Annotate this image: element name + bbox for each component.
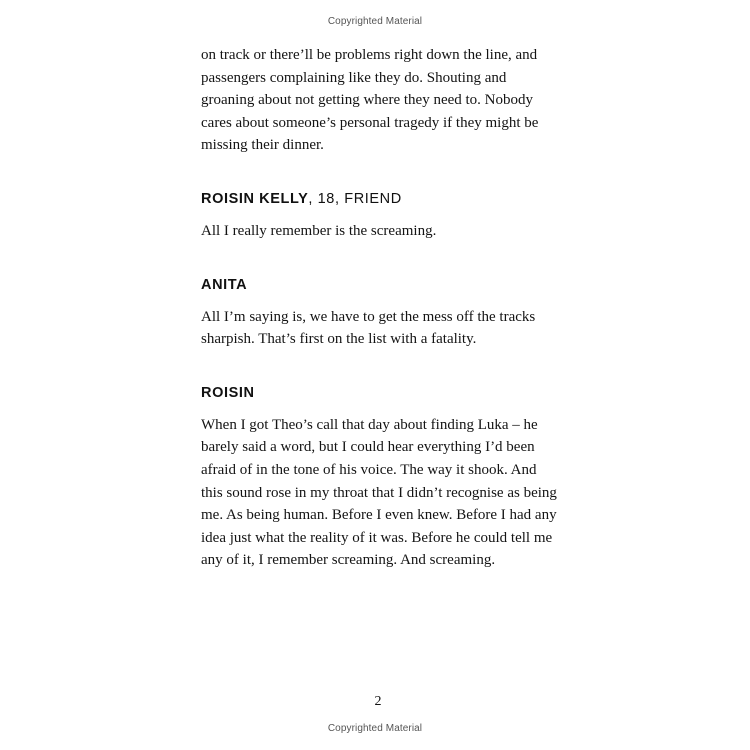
speaker-heading-roisin [201,385,561,401]
speaker-name: ROISIN KELLY [201,190,309,207]
copyright-watermark-top: Copyrighted Material [327,16,423,27]
speaker-heading-roisin-kelly [201,191,561,207]
speaker-name: ROISIN [201,384,255,401]
page-number: 2 [374,694,382,709]
speaker-name: ANITA [201,276,248,293]
paragraph-anita: All I’m saying is, we have to get the mess off the tracks sharpish. That’s first on the list with a fatality. [201,308,536,348]
copyright-watermark-bottom: Copyrighted Material [327,723,423,734]
paragraph-continued: on track or there’ll be problems right down the line, and passengers complaining like they do. Shouting and groaning about not getting where they need to. Nobody cares about someone’s personal tragedy if they might be missing their dinner. [201,47,539,154]
page-body [201,44,561,572]
speaker-heading-anita [201,277,561,293]
paragraph-roisin-2: When I got Theo’s call that day about finding Luka – he barely said a word, but I could hear everything I’d been afraid of in the tone of his voice. The way it shook. And this sound rose in my throat that I didn’t recognise as being me. As being human. Before I even knew. Before I had any idea just what the reality of it was. Before he could tell me any of it, I remember screaming. And screaming. [201,416,557,569]
paragraph-roisin-1: All I really remember is the screaming. [201,222,437,239]
speaker-detail: , 18, FRIEND [308,190,402,207]
